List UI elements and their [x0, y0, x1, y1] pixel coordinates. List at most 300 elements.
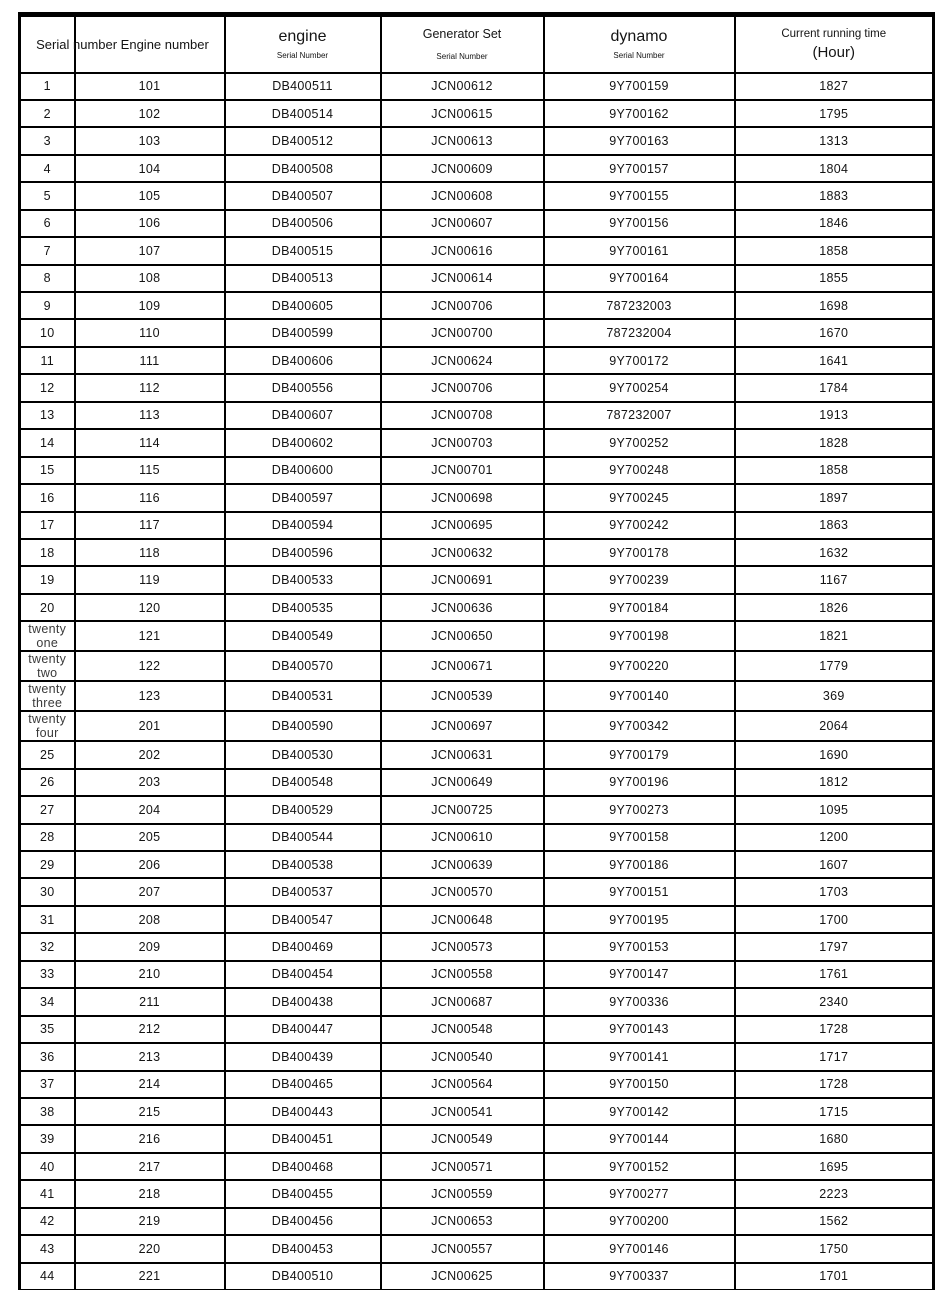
running-time-cell: 1167 [735, 566, 934, 593]
dynamo-serial-cell: 787232004 [544, 319, 735, 346]
engine-serial-cell: DB400570 [225, 651, 381, 681]
dynamo-serial-cell: 9Y700155 [544, 182, 735, 209]
running-time-cell: 1717 [735, 1043, 934, 1070]
serial-number-cell: 4 [20, 155, 75, 182]
table-row [20, 402, 934, 429]
engine-serial-cell: DB400590 [225, 711, 381, 741]
dynamo-column-title: dynamo [610, 27, 668, 45]
dynamo-serial-cell: 9Y700158 [544, 824, 735, 851]
running-time-cell: 1826 [735, 594, 934, 621]
generator-set-serial-cell: JCN00701 [381, 457, 544, 484]
serial-number-cell: 27 [20, 796, 75, 823]
engine-serial-cell: DB400439 [225, 1043, 381, 1070]
dynamo-serial-cell: 9Y700178 [544, 539, 735, 566]
table-row [20, 769, 934, 796]
running-time-cell: 1913 [735, 402, 934, 429]
dynamo-serial-cell: 9Y700273 [544, 796, 735, 823]
dynamo-serial-cell: 9Y700157 [544, 155, 735, 182]
table-row [20, 1016, 934, 1043]
generator-set-serial-cell: JCN00639 [381, 851, 544, 878]
table-row [20, 878, 934, 905]
engine-serial-cell: DB400556 [225, 374, 381, 401]
table-row [20, 711, 934, 741]
generator-set-serial-cell: JCN00631 [381, 741, 544, 768]
table-row [20, 1098, 934, 1125]
running-time-cell: 2340 [735, 988, 934, 1015]
generator-set-serial-cell: JCN00653 [381, 1208, 544, 1235]
engine-number-cell: 217 [75, 1153, 225, 1180]
engine-number-cell: 205 [75, 824, 225, 851]
dynamo-column-subtitle: Serial Number [613, 50, 665, 60]
engine-serial-cell: DB400469 [225, 933, 381, 960]
dynamo-serial-cell: 9Y700147 [544, 961, 735, 988]
table-row [20, 961, 934, 988]
generator-set-serial-cell: JCN00615 [381, 100, 544, 127]
serial-number-cell: 36 [20, 1043, 75, 1070]
engine-number-cell: 108 [75, 265, 225, 292]
header-serial-number-cell [20, 15, 209, 73]
generator-set-serial-cell: JCN00557 [381, 1235, 544, 1262]
table-row [20, 594, 934, 621]
engine-number-cell: 101 [75, 73, 225, 100]
engine-serial-cell: DB400447 [225, 1016, 381, 1043]
table-row [20, 429, 934, 456]
running-time-cell: 1703 [735, 878, 934, 905]
table-row [20, 347, 934, 374]
generator-set-serial-cell: JCN00540 [381, 1043, 544, 1070]
table-body [20, 73, 934, 1290]
engine-serial-cell: DB400454 [225, 961, 381, 988]
generator-set-serial-cell: JCN00541 [381, 1098, 544, 1125]
running-time-cell: 1700 [735, 906, 934, 933]
serial-number-cell: 11 [20, 347, 75, 374]
generator-set-serial-cell: JCN00708 [381, 402, 544, 429]
table-row [20, 539, 934, 566]
serial-number-cell: 37 [20, 1071, 75, 1098]
generator-set-serial-cell: JCN00648 [381, 906, 544, 933]
header-serial-engine-label: Serial number Engine number [36, 36, 209, 52]
engine-serial-cell: DB400468 [225, 1153, 381, 1180]
table-row [20, 1180, 934, 1207]
serial-number-cell: 26 [20, 769, 75, 796]
engine-column-title: engine [278, 27, 327, 45]
running-time-cell: 1784 [735, 374, 934, 401]
serial-number-cell: 14 [20, 429, 75, 456]
running-time-cell: 1095 [735, 796, 934, 823]
dynamo-serial-cell: 9Y700239 [544, 566, 735, 593]
running-time-cell: 1562 [735, 1208, 934, 1235]
engine-serial-cell: DB400451 [225, 1125, 381, 1152]
dynamo-serial-cell: 9Y700254 [544, 374, 735, 401]
engine-number-cell: 111 [75, 347, 225, 374]
running-time-cell: 369 [735, 681, 934, 711]
generator-set-serial-cell: JCN00613 [381, 127, 544, 154]
serial-number-cell: 3 [20, 127, 75, 154]
table-row [20, 906, 934, 933]
table-row [20, 457, 934, 484]
dynamo-serial-cell: 9Y700184 [544, 594, 735, 621]
engine-serial-cell: DB400453 [225, 1235, 381, 1262]
running-time-cell: 1728 [735, 1071, 934, 1098]
running-time-cell: 1795 [735, 100, 934, 127]
engine-serial-cell: DB400548 [225, 769, 381, 796]
generator-set-serial-cell: JCN00636 [381, 594, 544, 621]
generator-set-serial-cell: JCN00570 [381, 878, 544, 905]
running-time-cell: 1779 [735, 651, 934, 681]
engine-number-cell: 219 [75, 1208, 225, 1235]
table-row [20, 374, 934, 401]
engine-number-cell: 113 [75, 402, 225, 429]
generator-set-serial-cell: JCN00725 [381, 796, 544, 823]
serial-number-cell: 42 [20, 1208, 75, 1235]
dynamo-serial-cell: 9Y700151 [544, 878, 735, 905]
table-row [20, 621, 934, 651]
serial-number-cell: 18 [20, 539, 75, 566]
running-time-cell: 1313 [735, 127, 934, 154]
engine-serial-cell: DB400602 [225, 429, 381, 456]
running-time-cell: 1761 [735, 961, 934, 988]
dynamo-serial-cell: 9Y700141 [544, 1043, 735, 1070]
running-time-column-title: Current running time [781, 28, 887, 40]
table-row [20, 824, 934, 851]
table-row [20, 1125, 934, 1152]
engine-number-cell: 203 [75, 769, 225, 796]
running-time-cell: 1846 [735, 210, 934, 237]
generator-set-serial-cell: JCN00612 [381, 73, 544, 100]
serial-number-cell: 44 [20, 1263, 75, 1290]
engine-number-cell: 116 [75, 484, 225, 511]
dynamo-serial-cell: 9Y700336 [544, 988, 735, 1015]
serial-number-cell: 5 [20, 182, 75, 209]
engine-serial-cell: DB400597 [225, 484, 381, 511]
running-time-cell: 1821 [735, 621, 934, 651]
generator-set-serial-cell: JCN00549 [381, 1125, 544, 1152]
dynamo-serial-cell: 9Y700153 [544, 933, 735, 960]
generator-set-serial-cell: JCN00616 [381, 237, 544, 264]
table-row [20, 681, 934, 711]
running-time-cell: 1695 [735, 1153, 934, 1180]
engine-serial-cell: DB400513 [225, 265, 381, 292]
running-time-cell: 1641 [735, 347, 934, 374]
generator-set-serial-cell: JCN00625 [381, 1263, 544, 1290]
serial-number-cell: twenty four [20, 711, 75, 741]
header-running-time-cell [735, 15, 934, 73]
running-time-cell: 1670 [735, 319, 934, 346]
dynamo-serial-cell: 9Y700186 [544, 851, 735, 878]
engine-number-cell: 208 [75, 906, 225, 933]
engine-serial-cell: DB400544 [225, 824, 381, 851]
engine-serial-cell: DB400508 [225, 155, 381, 182]
engine-serial-cell: DB400538 [225, 851, 381, 878]
running-time-cell: 1701 [735, 1263, 934, 1290]
table-row [20, 566, 934, 593]
running-time-cell: 1632 [735, 539, 934, 566]
engine-serial-cell: DB400549 [225, 621, 381, 651]
table-row [20, 1043, 934, 1070]
dynamo-serial-cell: 9Y700146 [544, 1235, 735, 1262]
engine-serial-cell: DB400529 [225, 796, 381, 823]
running-time-cell: 1698 [735, 292, 934, 319]
generator-set-serial-cell: JCN00695 [381, 512, 544, 539]
dynamo-serial-cell: 9Y700156 [544, 210, 735, 237]
serial-number-cell: 35 [20, 1016, 75, 1043]
engine-number-cell: 114 [75, 429, 225, 456]
dynamo-serial-cell: 9Y700152 [544, 1153, 735, 1180]
serial-number-cell: 1 [20, 73, 75, 100]
engine-number-cell: 118 [75, 539, 225, 566]
serial-number-cell: 30 [20, 878, 75, 905]
serial-number-cell: twenty three [20, 681, 75, 711]
table-row [20, 155, 934, 182]
running-time-cell: 1828 [735, 429, 934, 456]
generator-set-column-subtitle: Serial Number [436, 51, 488, 61]
table-row [20, 1235, 934, 1262]
serial-number-cell: 29 [20, 851, 75, 878]
dynamo-serial-cell: 9Y700245 [544, 484, 735, 511]
header-generator-set-serial-cell [381, 15, 544, 73]
running-time-cell: 1728 [735, 1016, 934, 1043]
engine-serial-cell: DB400506 [225, 210, 381, 237]
generator-set-serial-cell: JCN00649 [381, 769, 544, 796]
generator-set-serial-cell: JCN00608 [381, 182, 544, 209]
engine-number-cell: 218 [75, 1180, 225, 1207]
serial-number-cell: 6 [20, 210, 75, 237]
running-time-cell: 1680 [735, 1125, 934, 1152]
table-row [20, 933, 934, 960]
engine-number-cell: 201 [75, 711, 225, 741]
dynamo-serial-cell: 9Y700277 [544, 1180, 735, 1207]
dynamo-serial-cell: 787232003 [544, 292, 735, 319]
engine-number-cell: 202 [75, 741, 225, 768]
engine-serial-cell: DB400514 [225, 100, 381, 127]
table-row [20, 292, 934, 319]
dynamo-serial-cell: 9Y700179 [544, 741, 735, 768]
serial-number-cell: 34 [20, 988, 75, 1015]
serial-number-cell: 19 [20, 566, 75, 593]
generator-set-serial-cell: JCN00632 [381, 539, 544, 566]
dynamo-serial-cell: 9Y700142 [544, 1098, 735, 1125]
generator-set-serial-cell: JCN00703 [381, 429, 544, 456]
dynamo-serial-cell: 9Y700337 [544, 1263, 735, 1290]
engine-serial-cell: DB400594 [225, 512, 381, 539]
running-time-cell: 1750 [735, 1235, 934, 1262]
engine-number-cell: 215 [75, 1098, 225, 1125]
table-row [20, 1153, 934, 1180]
table-row [20, 1071, 934, 1098]
generator-set-serial-cell: JCN00548 [381, 1016, 544, 1043]
table-row [20, 851, 934, 878]
generator-set-serial-cell: JCN00691 [381, 566, 544, 593]
table-row [20, 741, 934, 768]
generator-set-serial-cell: JCN00650 [381, 621, 544, 651]
engine-number-cell: 115 [75, 457, 225, 484]
dynamo-serial-cell: 9Y700196 [544, 769, 735, 796]
dynamo-serial-cell: 9Y700172 [544, 347, 735, 374]
engine-number-cell: 213 [75, 1043, 225, 1070]
generator-set-serial-cell: JCN00610 [381, 824, 544, 851]
running-time-cell: 1855 [735, 265, 934, 292]
serial-number-cell: 20 [20, 594, 75, 621]
header-engine-number-cell [75, 15, 225, 73]
engine-number-cell: 107 [75, 237, 225, 264]
dynamo-serial-cell: 9Y700143 [544, 1016, 735, 1043]
generator-set-serial-cell: JCN00607 [381, 210, 544, 237]
generator-set-serial-cell: JCN00564 [381, 1071, 544, 1098]
engine-serial-cell: DB400607 [225, 402, 381, 429]
dynamo-serial-cell: 9Y700200 [544, 1208, 735, 1235]
engine-serial-cell: DB400606 [225, 347, 381, 374]
header-engine-serial-cell [225, 15, 381, 73]
engine-serial-cell: DB400535 [225, 594, 381, 621]
running-time-cell: 1200 [735, 824, 934, 851]
dynamo-serial-cell: 9Y700140 [544, 681, 735, 711]
engine-serial-cell: DB400465 [225, 1071, 381, 1098]
generator-set-serial-cell: JCN00624 [381, 347, 544, 374]
dynamo-serial-cell: 787232007 [544, 402, 735, 429]
serial-number-table [18, 12, 935, 1290]
serial-number-cell: 16 [20, 484, 75, 511]
table-row [20, 210, 934, 237]
table-row [20, 1263, 934, 1290]
serial-number-cell: 32 [20, 933, 75, 960]
table-row [20, 988, 934, 1015]
generator-set-serial-cell: JCN00700 [381, 319, 544, 346]
dynamo-serial-cell: 9Y700159 [544, 73, 735, 100]
engine-serial-cell: DB400596 [225, 539, 381, 566]
engine-number-cell: 216 [75, 1125, 225, 1152]
running-time-cell: 1715 [735, 1098, 934, 1125]
engine-number-cell: 204 [75, 796, 225, 823]
running-time-cell: 1812 [735, 769, 934, 796]
engine-serial-cell: DB400533 [225, 566, 381, 593]
engine-serial-cell: DB400537 [225, 878, 381, 905]
engine-column-subtitle: Serial Number [276, 50, 329, 60]
generator-set-serial-cell: JCN00609 [381, 155, 544, 182]
serial-number-cell: 2 [20, 100, 75, 127]
engine-number-cell: 121 [75, 621, 225, 651]
engine-number-cell: 206 [75, 851, 225, 878]
engine-serial-cell: DB400507 [225, 182, 381, 209]
engine-number-cell: 102 [75, 100, 225, 127]
table-row [20, 319, 934, 346]
running-time-cell: 1897 [735, 484, 934, 511]
table-row [20, 651, 934, 681]
generator-set-serial-cell: JCN00671 [381, 651, 544, 681]
dynamo-serial-cell: 9Y700150 [544, 1071, 735, 1098]
engine-number-cell: 109 [75, 292, 225, 319]
engine-serial-cell: DB400512 [225, 127, 381, 154]
engine-number-cell: 210 [75, 961, 225, 988]
dynamo-serial-cell: 9Y700144 [544, 1125, 735, 1152]
engine-number-cell: 104 [75, 155, 225, 182]
serial-number-cell: 41 [20, 1180, 75, 1207]
generator-set-serial-cell: JCN00698 [381, 484, 544, 511]
table-row [20, 182, 934, 209]
engine-number-cell: 211 [75, 988, 225, 1015]
engine-serial-cell: DB400443 [225, 1098, 381, 1125]
engine-serial-cell: DB400510 [225, 1263, 381, 1290]
serial-number-cell: 33 [20, 961, 75, 988]
engine-number-cell: 112 [75, 374, 225, 401]
running-time-cell: 1607 [735, 851, 934, 878]
table-row [20, 484, 934, 511]
engine-number-cell: 221 [75, 1263, 225, 1290]
generator-set-serial-cell: JCN00706 [381, 292, 544, 319]
table-row [20, 73, 934, 100]
running-time-unit: (Hour) [812, 43, 855, 61]
table-row [20, 796, 934, 823]
serial-number-cell: 43 [20, 1235, 75, 1262]
serial-number-cell: twenty one [20, 621, 75, 651]
serial-number-cell: 31 [20, 906, 75, 933]
engine-number-cell: 110 [75, 319, 225, 346]
engine-number-cell: 212 [75, 1016, 225, 1043]
engine-number-cell: 209 [75, 933, 225, 960]
dynamo-serial-cell: 9Y700220 [544, 651, 735, 681]
table-row [20, 265, 934, 292]
running-time-cell: 1858 [735, 457, 934, 484]
generator-set-serial-cell: JCN00614 [381, 265, 544, 292]
serial-number-cell: 25 [20, 741, 75, 768]
header-dynamo-serial-cell [544, 15, 735, 73]
engine-number-cell: 106 [75, 210, 225, 237]
generator-set-serial-cell: JCN00539 [381, 681, 544, 711]
generator-set-serial-cell: JCN00687 [381, 988, 544, 1015]
running-time-cell: 2064 [735, 711, 934, 741]
table-row [20, 237, 934, 264]
table-row [20, 100, 934, 127]
engine-number-cell: 119 [75, 566, 225, 593]
serial-number-cell: 9 [20, 292, 75, 319]
serial-number-cell: 7 [20, 237, 75, 264]
engine-serial-cell: DB400547 [225, 906, 381, 933]
serial-number-cell: 38 [20, 1098, 75, 1125]
generator-set-serial-cell: JCN00697 [381, 711, 544, 741]
dynamo-serial-cell: 9Y700198 [544, 621, 735, 651]
dynamo-serial-cell: 9Y700164 [544, 265, 735, 292]
engine-serial-cell: DB400605 [225, 292, 381, 319]
engine-serial-cell: DB400455 [225, 1180, 381, 1207]
table-row [20, 1208, 934, 1235]
engine-number-cell: 214 [75, 1071, 225, 1098]
engine-number-cell: 103 [75, 127, 225, 154]
running-time-cell: 1863 [735, 512, 934, 539]
engine-serial-cell: DB400600 [225, 457, 381, 484]
running-time-cell: 1883 [735, 182, 934, 209]
engine-number-cell: 207 [75, 878, 225, 905]
engine-number-cell: 117 [75, 512, 225, 539]
engine-number-cell: 122 [75, 651, 225, 681]
generator-set-column-title: Generator Set [422, 27, 502, 41]
serial-number-cell: 40 [20, 1153, 75, 1180]
generator-set-serial-cell: JCN00573 [381, 933, 544, 960]
generator-set-serial-cell: JCN00706 [381, 374, 544, 401]
engine-number-cell: 220 [75, 1235, 225, 1262]
running-time-cell: 2223 [735, 1180, 934, 1207]
serial-number-cell: 17 [20, 512, 75, 539]
serial-number-cell: 12 [20, 374, 75, 401]
running-time-cell: 1858 [735, 237, 934, 264]
engine-serial-cell: DB400530 [225, 741, 381, 768]
serial-number-cell: 13 [20, 402, 75, 429]
header-row [20, 15, 934, 73]
table-row [20, 127, 934, 154]
dynamo-serial-cell: 9Y700242 [544, 512, 735, 539]
serial-number-cell: 15 [20, 457, 75, 484]
running-time-cell: 1804 [735, 155, 934, 182]
table-row [20, 512, 934, 539]
generator-set-serial-cell: JCN00559 [381, 1180, 544, 1207]
